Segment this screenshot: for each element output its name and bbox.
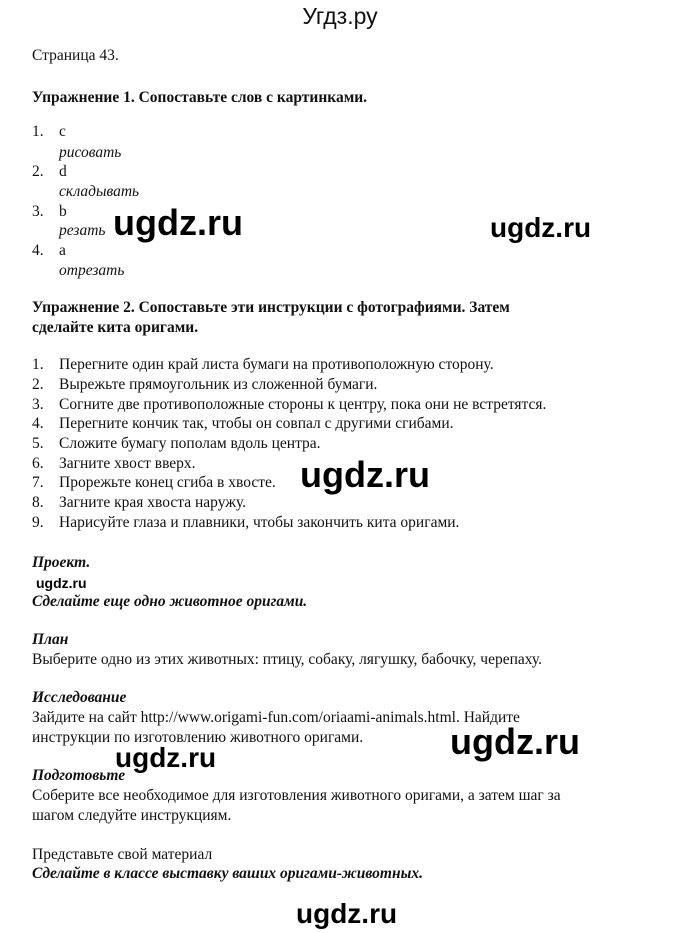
present-text: Сделайте в классе выставку ваших оригами-животных. [32,865,423,882]
answer-letter: b [59,203,67,220]
research-line1: Зайдите на сайт http://www.origami-fun.com/oriaami-animals.html. Найдите [32,709,520,726]
prepare-heading: Подготовьте [32,767,126,784]
prepare-line2: шагом следуйте инструкциям. [32,807,232,824]
watermark: ugdz.ru [296,898,398,929]
research-line2: инструкции по изготовлению животного оригами. [32,729,364,746]
answer-word: резать [59,222,106,239]
answer-word: отрезать [59,262,125,279]
watermark: ugdz.ru [113,202,243,243]
project-heading: Проект. [32,554,91,571]
watermark: ugdz.ru [450,721,580,762]
page-label: Страница 43. [32,47,119,64]
watermark: ugdz.ru [490,212,592,243]
answer-letter: a [59,242,66,259]
site-title: Угдз.ру [302,3,378,29]
plan-text: Выберите одно из этих животных: птицу, собаку, лягушку, бабочку, черепаху. [32,651,543,668]
watermark: ugdz.ru [300,454,430,495]
exercise2-title-line2: сделайте кита оригами. [32,319,199,336]
exercise1-title: Упражнение 1. Сопоставьте слов с картинками. [32,89,368,106]
present-heading: Представьте свой материал [32,846,213,863]
plan-heading: План [32,631,69,648]
answer-word: складывать [59,183,140,200]
answer-letter: d [59,163,67,180]
answer-letter: c [59,123,66,140]
prepare-line1: Соберите все необходимое для изготовления животного оригами, а затем шаг за [32,787,561,804]
watermark: ugdz.ru [36,575,87,591]
watermark: ugdz.ru [115,742,217,773]
project-subtitle: Сделайте еще одно животное оригами. [32,593,308,610]
exercise2-title-line1: Упражнение 2. Сопоставьте эти инструкции с фотографиями. Затем [32,299,510,316]
research-heading: Исследование [32,689,127,706]
answer-word: рисовать [59,144,122,161]
